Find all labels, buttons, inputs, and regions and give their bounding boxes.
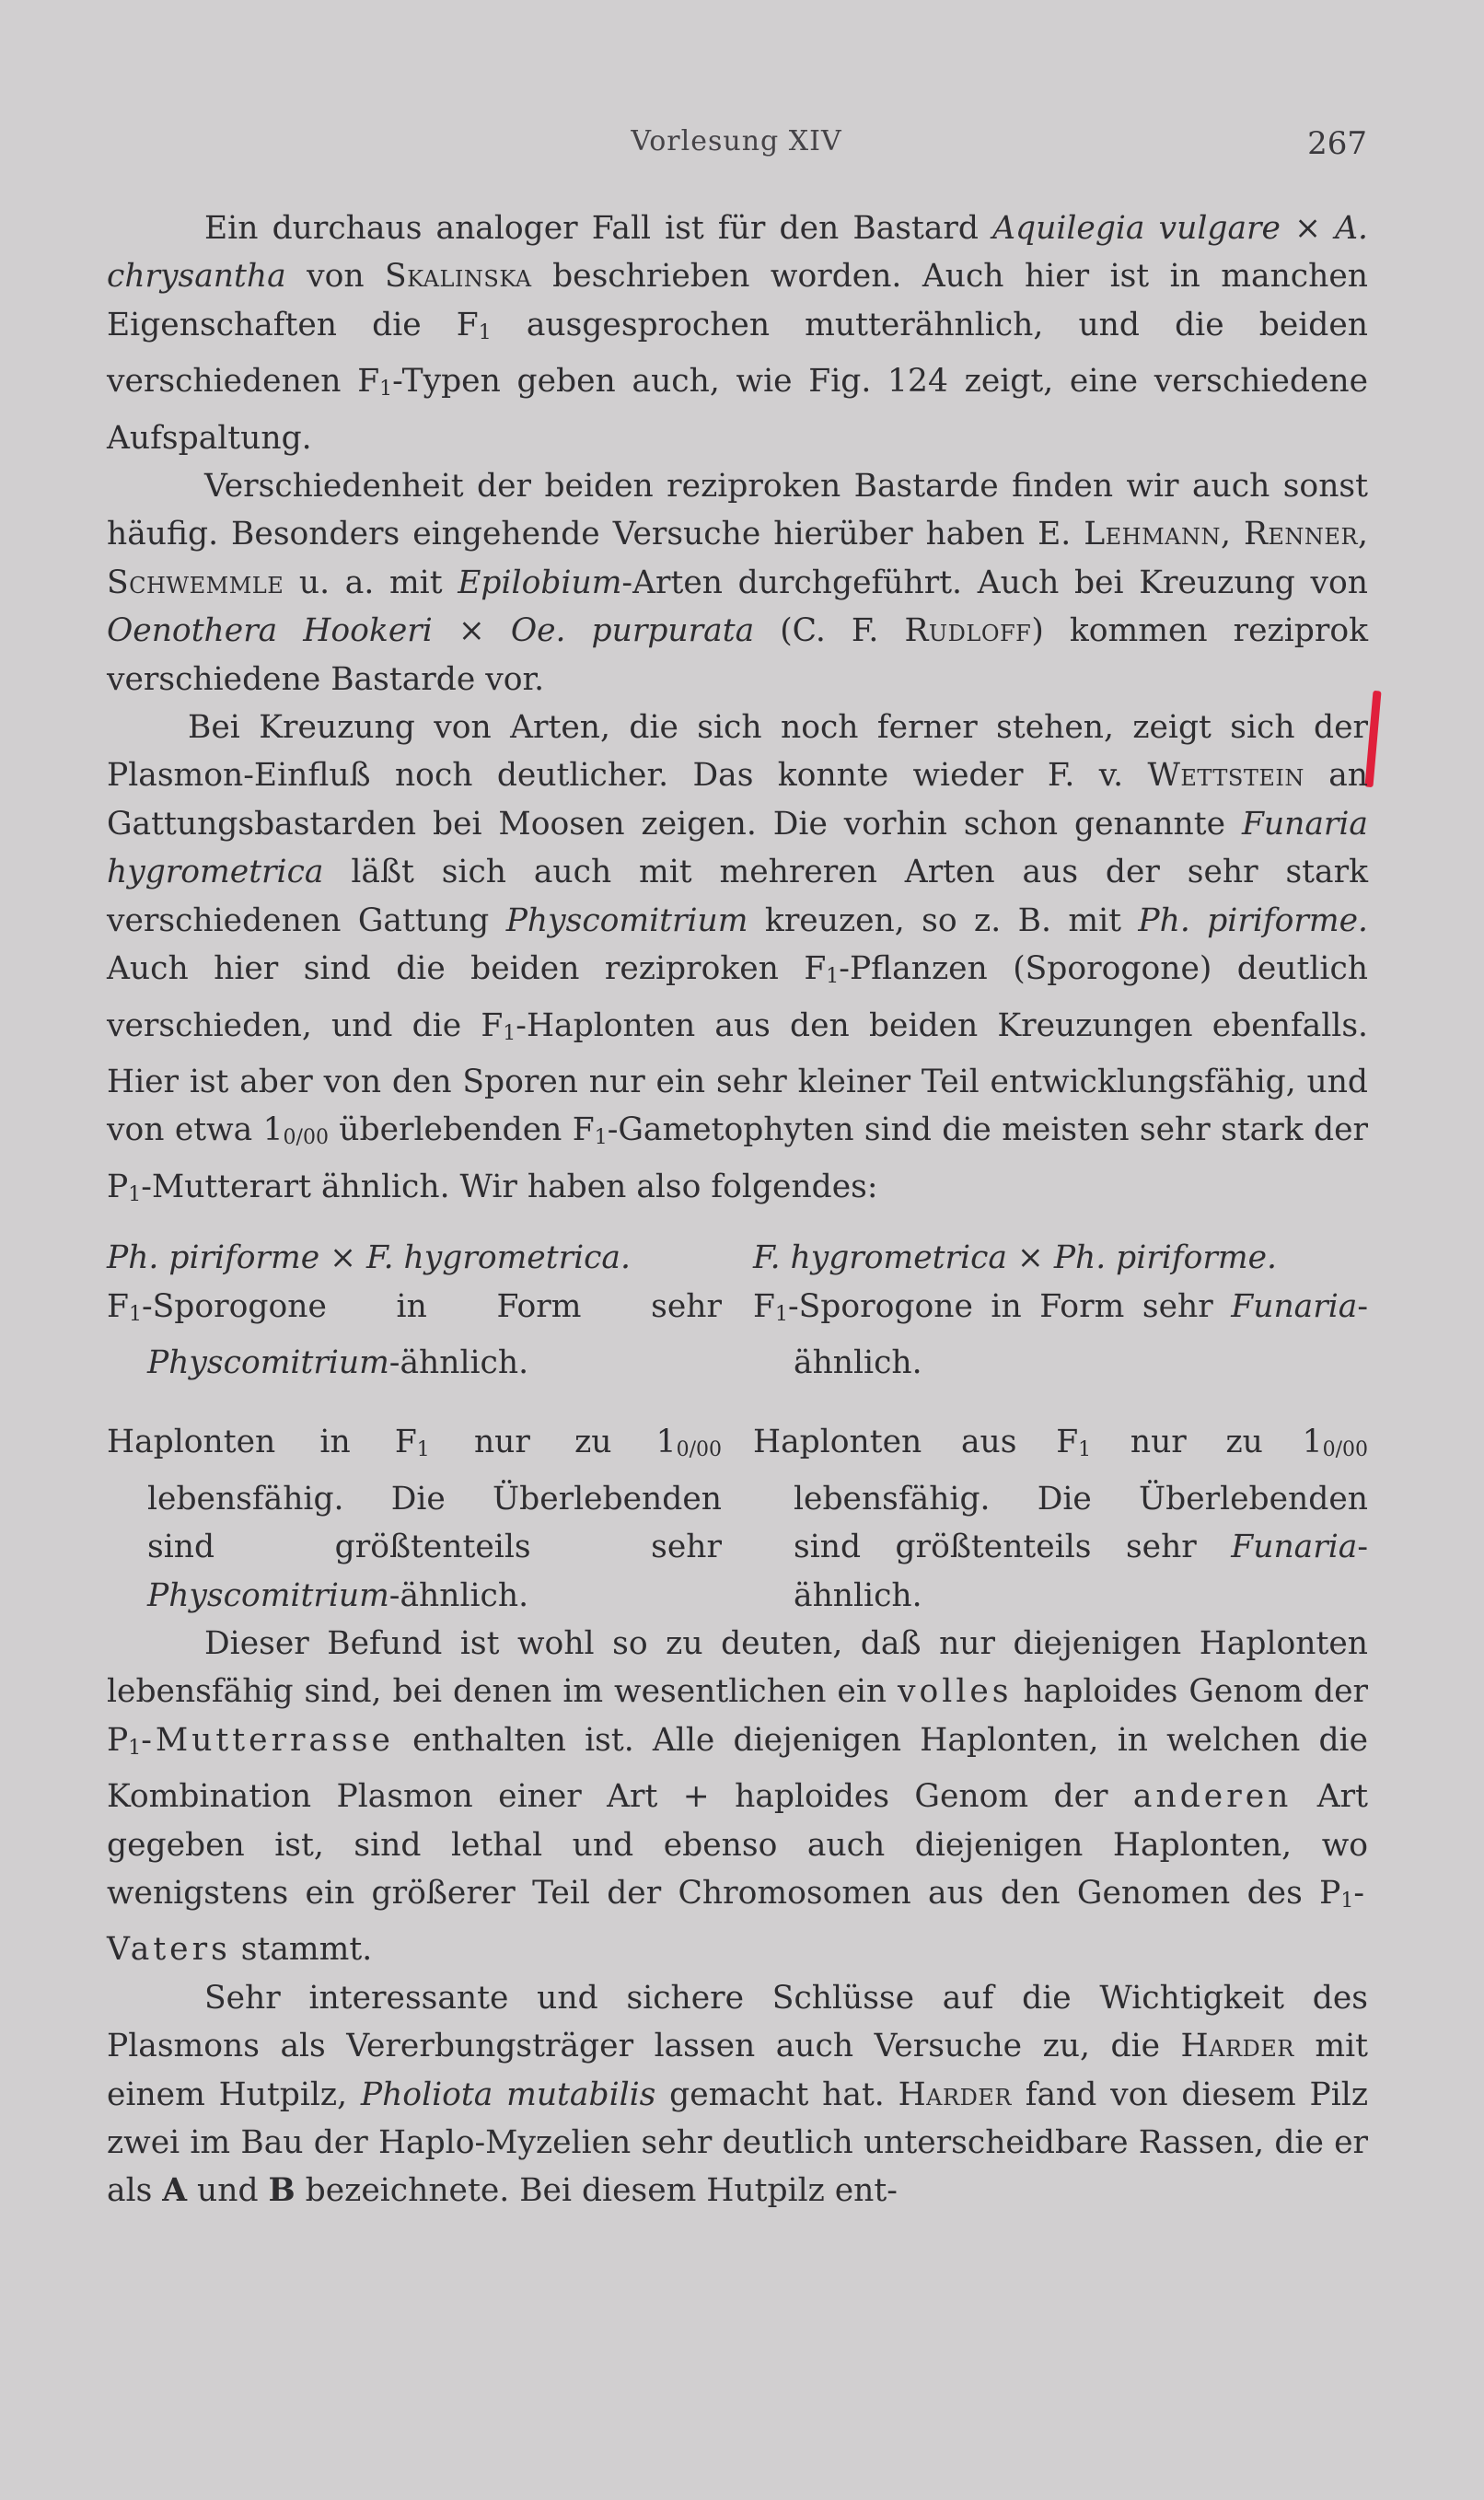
paragraph-2: Verschiedenheit der beiden reziproken Bastarde finden wir auch sonst häufig. Besonders eingehende Versuche hierüber haben E. Lehmann, Renner, Schwemmle u. a. mit Epilobium-Arten durchgeführt. Auch bei Kreuzung von Oenothera Hookeri × Oe. purpurata (C. F. Rudloff) kommen reziprok verschiedene Bastarde vor.: [107, 468, 1369, 698]
sporogone-note-left: $F_1$-Sporogone in Form sehr Physcomitrium-ähnlich.: [107, 1287, 722, 1381]
running-title: Vorlesung XIV: [631, 125, 842, 157]
paragraph-4: Dieser Befund ist wohl so zu deuten, daß nur diejenigen Haplonten lebensfähig sind, bei denen im wesentlichen ein volles haploides Genom der $P_1$-Mutterrasse enthalten ist. Alle diejenigen Haplonten, in welchen die Kombination Plasmon einer Art + haploides Genom der anderen Art gegeben ist, sind lethal und ebenso auch diejenigen Haplonten, wo wenigstens ein größerer Teil der Chromosomen aus den Genomen des $P_1$-Vaters stammt.: [107, 1624, 1368, 1969]
comparison-left-column: [107, 1234, 722, 1620]
comparison-columns: [107, 1234, 1368, 1620]
page-header: [0, 125, 1484, 171]
page-number: 267: [1307, 125, 1367, 162]
comparison-right-column: [753, 1234, 1368, 1620]
haplonten-note-right: Haplonten aus $F_1$ nur zu $1^{0/00}$ lebensfähig. Die Überlebenden sind größtenteils sehr Funaria-ähnlich.: [753, 1424, 1368, 1614]
haplonten-note-left: Haplonten in $F_1$ nur zu $1^{0/00}$ lebensfähig. Die Überlebenden sind größtenteils sehr Physcomitrium-ähnlich.: [107, 1424, 722, 1614]
paragraph-1: Ein durchaus analoger Fall ist für den Bastard Aquilegia vulgare × A. chrysantha von Skalinska beschrieben worden. Auch hier ist in manchen Eigenschaften die $F_1$ ausgesprochen mutterähnlich, und die beiden verschiedenen $F_1$-Typen geben auch, wie Fig. 124 zeigt, eine verschiedene Aufspaltung.: [107, 210, 1368, 457]
sporogone-note-right: $F_1$-Sporogone in Form sehr Funaria-ähnlich.: [753, 1287, 1368, 1381]
paragraph-5: Sehr interessante und sichere Schlüsse auf die Wichtigkeit des Plasmons als Vererbungsträger lassen auch Versuche zu, die Harder mit einem Hutpilz, Pholiota mutabilis gemacht hat. Harder fand von diesem Pilz zwei im Bau der Haplo-Myzelien sehr deutlich unterscheidbare Rassen, die er als A und B bezeichnete. Bei diesem Hutpilz ent-: [107, 1979, 1369, 2210]
body-text: [107, 204, 1368, 2215]
paragraph-3: Bei Kreuzung von Arten, die sich noch ferner stehen, zeigt sich der Plasmon-Einfluß noch deutlicher. Das konnte wieder F. v. Wettstein an Gattungsbastarden bei Moosen zeigen. Die vorhin schon genannte Funaria hygrometrica läßt sich auch mit mehreren Arten aus der sehr stark verschiedenen Gattung Physcomitrium kreuzen, so z. B. mit Ph. piriforme. Auch hier sind die beiden reziproken $F_1$-Pflanzen (Sporogone) deutlich verschieden, und die $F_1$-Haplonten aus den beiden Kreuzungen ebenfalls. Hier ist aber von den Sporen nur ein sehr kleiner Teil entwicklungsfähig, und von etwa $1^{0/00}$ überlebenden $F_1$-Gametophyten sind die meisten sehr stark der $P_1$-Mutterart ähnlich. Wir haben also folgendes:: [107, 709, 1369, 1206]
cross-heading-right: F. hygrometrica × Ph. piriforme.: [753, 1239, 1277, 1277]
cross-heading-left: Ph. piriforme × F. hygrometrica.: [107, 1239, 631, 1277]
